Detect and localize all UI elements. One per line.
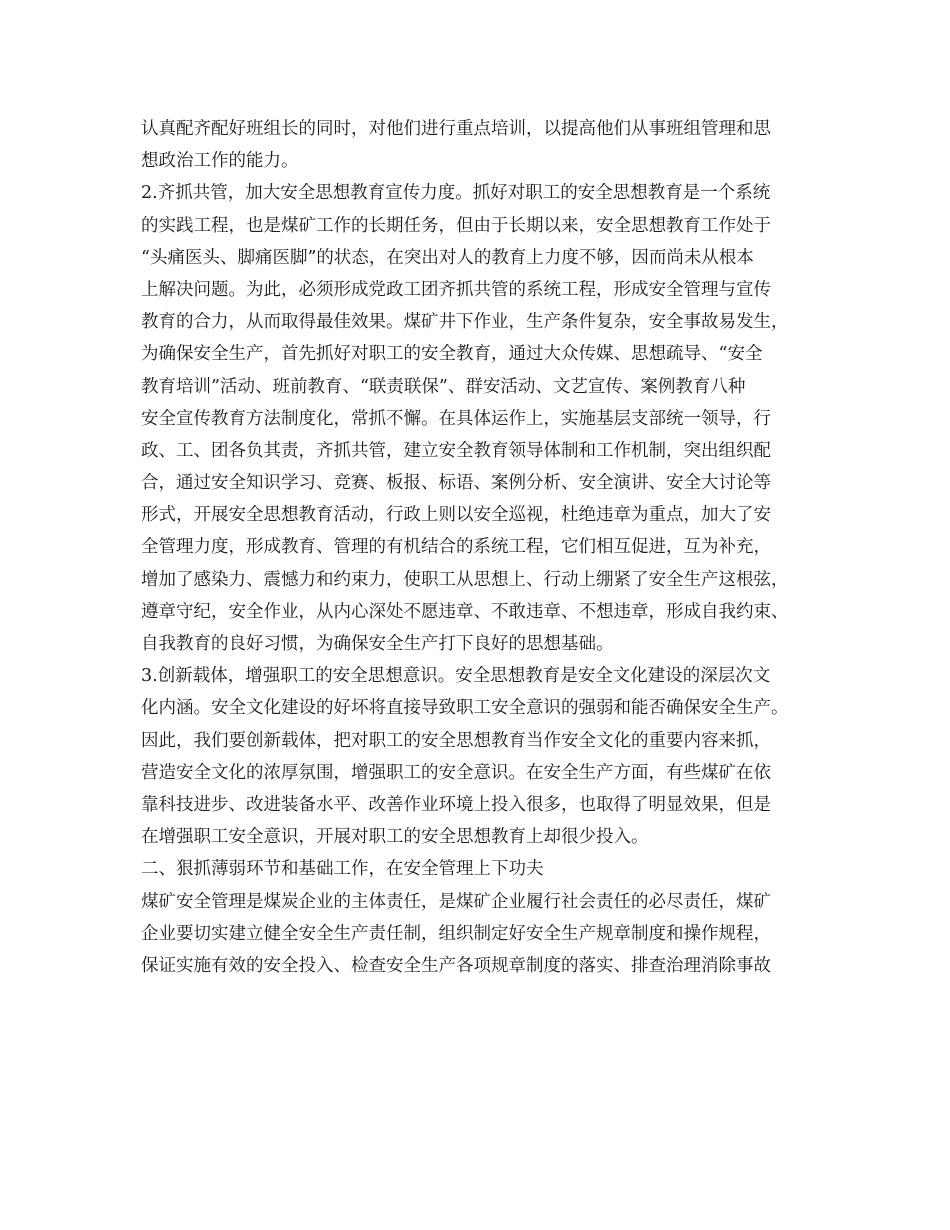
text-line: 的实践工程，也是煤矿工作的长期任务，但由于长期以来，安全思想教育工作处于 bbox=[141, 215, 771, 236]
text-line: 营造安全文化的浓厚氛围，增强职工的安全意识。在安全生产方面，有些煤矿在依 bbox=[141, 762, 771, 783]
text-line: 教育培训”活动、班前教育、“联责联保”、群安活动、文艺宣传、案例教育八种 bbox=[141, 376, 746, 397]
text-line: 化内涵。安全文化建设的好坏将直接导致职工安全意识的强弱和能否确保安全生产。 bbox=[141, 698, 789, 719]
text-line: 遵章守纪，安全作业，从内心深处不愿违章、不敢违章、不想违章，形成自我约束、 bbox=[141, 601, 789, 622]
text-line: 煤矿安全管理是煤炭企业的主体责任，是煤矿企业履行社会责任的必尽责任，煤矿 bbox=[141, 891, 771, 912]
text-line: 3.创新载体，增强职工的安全思想意识。安全思想教育是安全文化建设的深层次文 bbox=[141, 666, 771, 687]
text-line: “头痛医头、脚痛医脚”的状态，在突出对人的教育上力度不够，因而尚未从根本 bbox=[141, 247, 754, 268]
text-line: 为确保安全生产，首先抓好对职工的安全教育，通过大众传媒、思想疏导、“安全 bbox=[141, 344, 763, 365]
body-text bbox=[141, 113, 831, 982]
text-line: 2.齐抓共管，加大安全思想教育宣传力度。抓好对职工的安全思想教育是一个系统 bbox=[141, 183, 771, 204]
text-line: 全管理力度，形成教育、管理的有机结合的系统工程，它们相互促进，互为补充， bbox=[141, 537, 771, 558]
text-line: 安全宣传教育方法制度化，常抓不懈。在具体运作上，实施基层支部统一领导，行 bbox=[141, 408, 771, 429]
text-line: 形式，开展安全思想教育活动，行政上则以安全巡视，杜绝违章为重点，加大了安 bbox=[141, 505, 771, 526]
text-line: 因此，我们要创新载体，把对职工的安全思想教育当作安全文化的重要内容来抓， bbox=[141, 730, 771, 751]
text-line: 二、狠抓薄弱环节和基础工作，在安全管理上下功夫 bbox=[141, 859, 544, 880]
text-line: 增加了感染力、震憾力和约束力，使职工从思想上、行动上绷紧了安全生产这根弦， bbox=[141, 569, 789, 590]
text-line: 想政治工作的能力。 bbox=[141, 151, 299, 172]
text-line: 自我教育的良好习惯，为确保安全生产打下良好的思想基础。 bbox=[141, 634, 614, 654]
text-line: 认真配齐配好班组长的同时，对他们进行重点培训，以提高他们从事班组管理和思 bbox=[141, 119, 771, 139]
text-line: 上解决问题。为此，必须形成党政工团齐抓共管的系统工程，形成安全管理与宣传 bbox=[141, 279, 771, 300]
text-line: 在增强职工安全意识，开展对职工的安全思想教育上却很少投入。 bbox=[141, 827, 649, 848]
text-line: 合，通过安全知识学习、竞赛、板报、标语、案例分析、安全演讲、安全大讨论等 bbox=[141, 473, 771, 494]
text-line: 靠科技进步、改进装备水平、改善作业环境上投入很多，也取得了明显效果，但是 bbox=[141, 794, 771, 815]
text-line: 企业要切实建立健全安全生产责任制，组织制定好安全生产规章制度和操作规程， bbox=[141, 923, 771, 944]
text-line: 教育的合力，从而取得最佳效果。煤矿井下作业，生产条件复杂，安全事故易发生， bbox=[141, 312, 789, 333]
text-line: 政、工、团各负其责，齐抓共管，建立安全教育领导体制和工作机制，突出组织配 bbox=[141, 440, 771, 461]
text-line: 保证实施有效的安全投入、检查安全生产各项规章制度的落实、排查治理消除事故 bbox=[141, 955, 771, 976]
